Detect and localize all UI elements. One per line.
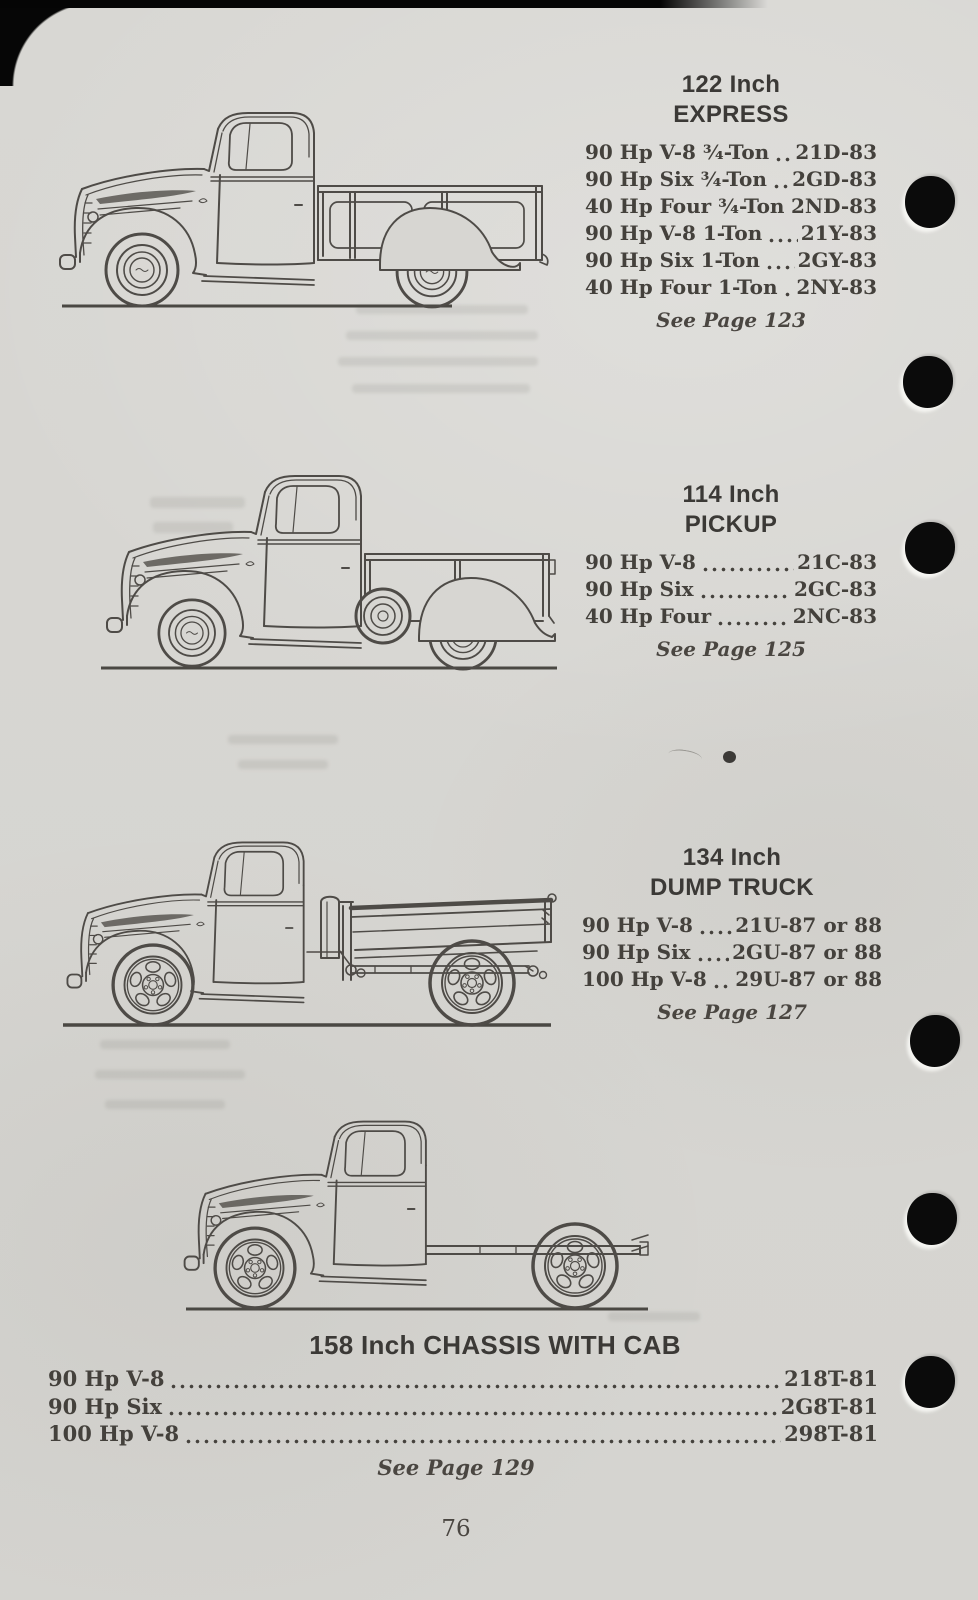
dot-leader — [770, 183, 789, 190]
spec-list — [582, 913, 882, 994]
front-wheel — [106, 234, 178, 306]
express-truck-illustration — [50, 98, 550, 313]
see-page-reference: See Page 123 — [656, 308, 806, 332]
spec-row — [585, 604, 877, 631]
section-title-model: PICKUP — [684, 511, 778, 538]
chassis-cab-illustration — [180, 1112, 665, 1312]
dot-leader — [694, 956, 730, 963]
front-wheel — [113, 945, 193, 1025]
spec-code: 21U-87 or 88 — [735, 913, 882, 937]
ink-speck — [723, 751, 736, 763]
spec-row — [48, 1366, 878, 1394]
section-pickup — [585, 480, 877, 661]
see-page-reference: See Page 127 — [657, 1000, 807, 1024]
dot-leader — [765, 237, 798, 244]
punch-hole — [907, 1193, 957, 1245]
spec-row — [582, 913, 882, 940]
dot-leader — [697, 593, 791, 600]
spec-row — [585, 550, 877, 577]
rear-fender-skirt — [419, 578, 555, 641]
spec-code: 298T-81 — [784, 1421, 878, 1446]
spec-list — [585, 550, 877, 631]
rear-fender-skirt — [380, 208, 520, 270]
spec-label: 90 Hp V-8 1-Ton — [585, 221, 763, 245]
section-chassis-spec-list — [48, 1366, 878, 1449]
spec-row — [48, 1421, 878, 1449]
spec-label: 40 Hp Four ¾-Ton — [585, 194, 785, 218]
dot-leader — [696, 929, 732, 936]
spec-code: 2ND-83 — [790, 194, 877, 218]
spec-row — [585, 167, 877, 194]
ink-bleed-ghost — [238, 760, 328, 769]
punch-hole — [910, 1015, 960, 1067]
cab-front-end — [67, 842, 303, 1002]
spec-row — [585, 248, 877, 275]
dot-leader — [699, 566, 794, 573]
spec-label: 90 Hp Six — [585, 577, 694, 601]
spec-label: 100 Hp V-8 — [48, 1421, 180, 1446]
front-wheel — [159, 600, 225, 666]
spec-row — [585, 194, 877, 221]
spec-code: 218T-81 — [784, 1366, 878, 1391]
spec-row — [585, 221, 877, 248]
scan-corner-shadow — [0, 0, 96, 86]
spec-label: 90 Hp Six — [582, 940, 691, 964]
ink-bleed-ghost — [105, 1100, 225, 1109]
spec-row — [582, 940, 882, 967]
spec-label: 100 Hp V-8 — [582, 967, 707, 991]
spec-row — [585, 577, 877, 604]
cab-front-end — [60, 113, 314, 285]
spec-code: 2NY-83 — [796, 275, 877, 299]
cab-front-end — [107, 476, 361, 648]
ink-bleed-ghost — [346, 331, 538, 340]
dot-leader — [781, 291, 794, 298]
see-page-reference: See Page 125 — [656, 637, 806, 661]
spec-row — [582, 967, 882, 994]
section-express — [585, 70, 877, 332]
front-wheel — [215, 1228, 295, 1308]
spec-row — [48, 1394, 878, 1422]
spec-label: 90 Hp V-8 ¾-Ton — [585, 140, 770, 164]
hair-mark — [667, 747, 703, 765]
ink-bleed-ghost — [100, 1040, 230, 1049]
spec-row — [585, 275, 877, 302]
dot-leader — [165, 1410, 778, 1417]
spec-label: 90 Hp Six ¾-Ton — [585, 167, 767, 191]
spec-code: 21C-83 — [797, 550, 877, 574]
rear-wheel — [533, 1224, 617, 1308]
punch-hole — [905, 522, 955, 574]
dot-leader — [167, 1383, 781, 1390]
spec-code: 2GD-83 — [792, 167, 877, 191]
scan-top-edge — [0, 0, 768, 8]
spec-code: 2NC-83 — [792, 604, 877, 628]
spec-row — [585, 140, 877, 167]
spec-label: 90 Hp V-8 — [48, 1366, 165, 1391]
punch-hole — [905, 1356, 955, 1408]
see-page-reference: See Page 129 — [377, 1455, 535, 1480]
ink-bleed-ghost — [352, 384, 530, 393]
ink-bleed-ghost — [608, 1312, 700, 1321]
section-chassis-title: 158 Inch CHASSIS WITH CAB — [309, 1330, 681, 1360]
section-title-model: EXPRESS — [673, 101, 789, 128]
ink-bleed-ghost — [95, 1070, 245, 1079]
page-number: 76 — [441, 1516, 471, 1542]
spec-code: 2GU-87 or 88 — [732, 940, 882, 964]
cab-front-end — [185, 1122, 426, 1285]
spec-code: 21Y-83 — [800, 221, 877, 245]
punch-hole — [903, 356, 953, 408]
spec-code: 21D-83 — [795, 140, 877, 164]
spec-code: 2G8T-81 — [780, 1393, 878, 1419]
spec-label: 90 Hp Six 1-Ton — [585, 248, 760, 272]
section-title-model: DUMP TRUCK — [650, 874, 814, 901]
section-title-size: 122 Inch — [681, 71, 781, 98]
spec-label: 40 Hp Four — [585, 604, 712, 628]
dump-truck-illustration — [55, 830, 560, 1030]
spec-label: 90 Hp V-8 — [582, 913, 693, 937]
pickup-truck-illustration — [93, 468, 578, 673]
dot-leader — [710, 983, 732, 990]
section-dump-truck — [582, 843, 882, 1024]
section-title-size: 134 Inch — [682, 844, 782, 871]
punch-hole — [905, 176, 955, 228]
spec-label: 90 Hp V-8 — [585, 550, 696, 574]
dot-leader — [714, 620, 790, 627]
dot-leader — [763, 264, 795, 271]
section-title-size: 114 Inch — [682, 481, 780, 508]
dot-leader — [182, 1438, 781, 1445]
ink-bleed-ghost — [338, 357, 538, 366]
spec-label: 40 Hp Four 1-Ton — [585, 275, 778, 299]
spec-code: 29U-87 or 88 — [735, 967, 882, 991]
spec-code: 2GY-83 — [797, 248, 877, 272]
spec-list — [585, 140, 877, 302]
ink-bleed-ghost — [228, 735, 338, 744]
spec-label: 90 Hp Six — [48, 1393, 163, 1419]
spec-code: 2GC-83 — [793, 577, 877, 601]
rear-wheel — [430, 941, 514, 1025]
dot-leader — [772, 156, 792, 163]
dot-leader — [787, 210, 788, 217]
